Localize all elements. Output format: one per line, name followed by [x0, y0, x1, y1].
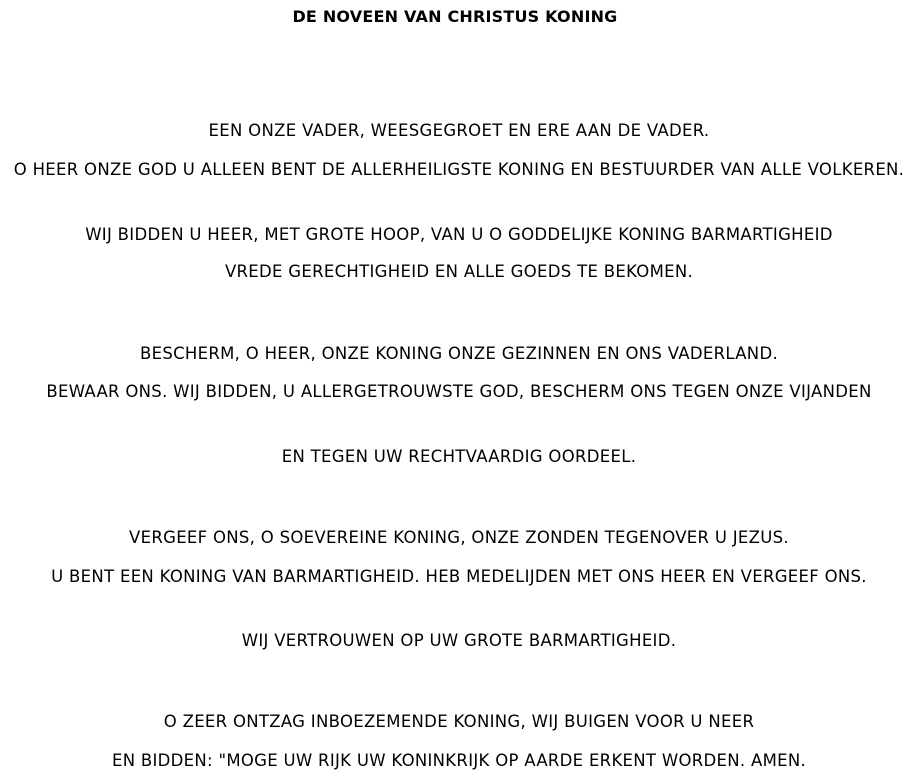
prayer-line-4-2: EN BIDDEN: "MOGE UW RIJK UW KONINKRIJK OP AARDE ERKENT WORDEN. AMEN. — [111, 751, 807, 770]
prayer-line-1-3: WIJ BIDDEN U HEER, MET GROTE HOOP, VAN U O GODDELIJKE KONING BARMARTIGHEID — [85, 225, 833, 244]
prayer-line-1-4: VREDE GERECHTIGHEID EN ALLE GOEDS TE BEKOMEN. — [224, 262, 694, 281]
prayer-line-3-1: VERGEEF ONS, O SOEVEREINE KONING, ONZE ZONDEN TEGENOVER U JEZUS. — [129, 528, 789, 547]
prayer-line-1-2: O HEER ONZE GOD U ALLEEN BENT DE ALLERHEILIGSTE KONING EN BESTUURDER VAN ALLE VOLKEREN. — [13, 160, 905, 179]
prayer-line-2-1: BESCHERM, O HEER, ONZE KONING ONZE GEZINNEN EN ONS VADERLAND. — [139, 344, 778, 363]
prayer-line-4-1: O ZEER ONTZAG INBOEZEMENDE KONING, WIJ BUIGEN VOOR U NEER — [163, 712, 755, 731]
prayer-line-1-1: EEN ONZE VADER, WEESGEGROET EN ERE AAN DE VADER. — [208, 121, 710, 140]
document-title: DE NOVEEN VAN CHRISTUS KONING — [292, 7, 618, 26]
prayer-line-2-2: BEWAAR ONS. WIJ BIDDEN, U ALLERGETROUWSTE GOD, BESCHERM ONS TEGEN ONZE VIJANDEN — [46, 382, 872, 401]
prayer-line-3-3: WIJ VERTROUWEN OP UW GROTE BARMARTIGHEID. — [241, 631, 677, 650]
prayer-line-3-2: U BENT EEN KONING VAN BARMARTIGHEID. HEB MEDELIJDEN MET ONS HEER EN VERGEEF ONS. — [51, 567, 867, 586]
prayer-line-2-3: EN TEGEN UW RECHTVAARDIG OORDEEL. — [281, 447, 637, 466]
